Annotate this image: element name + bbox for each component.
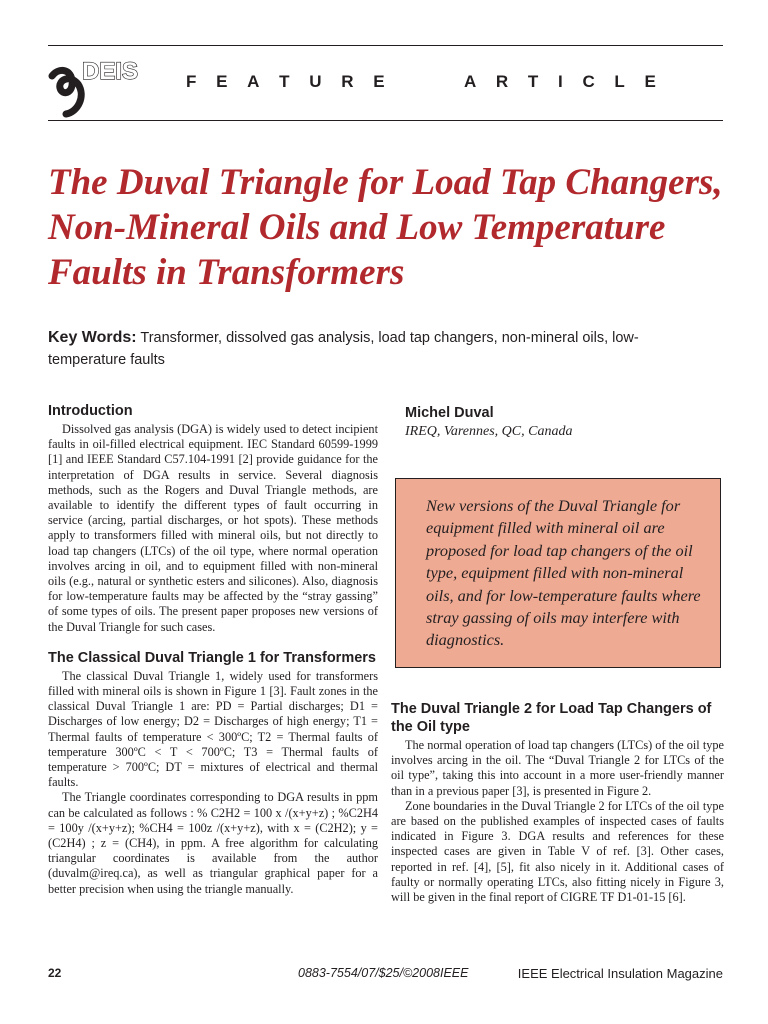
- introduction-heading: Introduction: [48, 403, 133, 419]
- logo-text: DEIS: [82, 58, 139, 85]
- copyright-code: 0883-7554/07/$25/©2008IEEE: [298, 966, 469, 980]
- header-bottom-rule: [48, 120, 723, 121]
- author-name: Michel Duval: [405, 405, 494, 421]
- section-label-gap: [404, 72, 444, 92]
- author-affiliation: IREQ, Varennes, QC, Canada: [405, 424, 573, 439]
- journal-name: IEEE Electrical Insulation Magazine: [517, 966, 723, 981]
- section-letter: A: [463, 72, 477, 91]
- section-letter: E: [644, 72, 656, 91]
- section-letter: I: [558, 72, 563, 91]
- header-top-rule: [48, 45, 723, 46]
- keywords-label: Key Words:: [48, 329, 137, 346]
- section-letter: E: [216, 72, 228, 91]
- section-letter: L: [614, 72, 625, 91]
- introduction-paragraph: Dissolved gas analysis (DGA) is widely used to detect incipient faults in oil-filled electrical equipment. IEC Standard 60599-1999 [1] and IEEE Standard C57.104-1991 [2] provide guidance for the interpretation of DGA results in service. Several diagnosis methods, such as the Rogers and Duval Triangle methods, are available to identify the different types of fault occurring in service (arcing, partial discharges, or hot spots). These methods apply to transformers filled with mineral oils, but not directly to load tap changers (LTCs) of the oil type, where normal operation involves arcing in oil, and to equipment filled with non-mineral oils (e.g., natural or synthetic esters and silicones). Also, diagnosis for low-temperature faults may be affected by the “stray gassing” of some types of oils. The present paper proposes new versions of the Duval Triangle for such cases.: [48, 422, 378, 634]
- section-letter: U: [309, 72, 322, 91]
- right-column-author: [391, 403, 724, 441]
- section-letter: C: [582, 72, 595, 91]
- pull-quote-box: New versions of the Duval Triangle for equipment filled with mineral oil are proposed for load tap changers of the oil type, equipment filled with non-mineral oils, and for low-temperature faults where stray gassing of oils may interfere with diagnostics.: [395, 478, 721, 668]
- duval-triangle-2-heading: The Duval Triangle 2 for Load Tap Changers of the Oil type: [391, 701, 712, 735]
- section-letter: A: [247, 72, 260, 91]
- section-letter: R: [495, 72, 509, 91]
- classical-paragraph-2: The Triangle coordinates corresponding to DGA results in ppm can be calculated as follows : % C2H2 = 100 x /(x+y+z) ; %C2H4 = 100y /(x+y+z); %CH4 = 100z /(x+y+z), with x = (C2H2); y = (C2H4) ; z = (CH4), in ppm. A free algorithm for calculating triangular coordinates is available from the author (duvalm@ireq.ca), as well as triangular graphical paper for a better precision when using the triangle manually.: [48, 790, 378, 896]
- section-letter: T: [527, 72, 539, 91]
- section-letter: T: [279, 72, 290, 91]
- duval-triangle-2-paragraph-1: The normal operation of load tap changers (LTCs) of the oil type involves arcing in the oil. The “Duval Triangle 2 for LTCs of the oil type”, taking this into account in a more user-friendly manner than in a previous paper [3], is presented in Figure 2.: [391, 738, 724, 798]
- section-label: [186, 72, 656, 92]
- section-letter: E: [373, 72, 385, 91]
- deis-logo: [48, 58, 148, 120]
- duval-triangle-2-paragraph-2: Zone boundaries in the Duval Triangle 2 for LTCs of the oil type are based on the published examples of inspected cases of faults indicated in Figure 3. DGA results and references for these inspected cases are given in Table V of ref. [3]. Other cases, reported in ref. [4], [5], fit also nicely in it. Additional cases of faulty or normally operating LTCs, also fitting nicely in Figure 3, will be given in the final report of CIGRE TF D1-01-15 [6].: [391, 798, 724, 905]
- classical-paragraph-1: The classical Duval Triangle 1, widely used for transformers filled with mineral oils is shown in Figure 1 [3]. Fault zones in the classical Duval Triangle 1 are: PD = Partial discharges; D1 = Discharges of low energy; D2 = Discharges of high energy; T1 = Thermal faults of temperature < 300ºC; T2 = Thermal faults of temperature 300ºC < T < 700ºC; T3 = Thermal faults of temperature > 700ºC; DT = mixtures of electrical and thermal faults.: [48, 668, 378, 790]
- section-letter: F: [186, 72, 197, 91]
- page-footer: [0, 966, 768, 986]
- classical-triangle-heading: The Classical Duval Triangle 1 for Transformers: [48, 649, 376, 666]
- section-letter: R: [341, 72, 354, 91]
- duval-triangle-2-section: [391, 700, 724, 905]
- keywords-text: Transformer, dissolved gas analysis, load tap changers, non-mineral oils, low-temperature faults: [48, 330, 639, 368]
- keywords: [48, 327, 688, 371]
- page-number: 22: [48, 966, 62, 980]
- article-title: The Duval Triangle for Load Tap Changers, Non-Mineral Oils and Low Temperature Faults in Transformers: [48, 162, 723, 293]
- left-column: [48, 402, 378, 897]
